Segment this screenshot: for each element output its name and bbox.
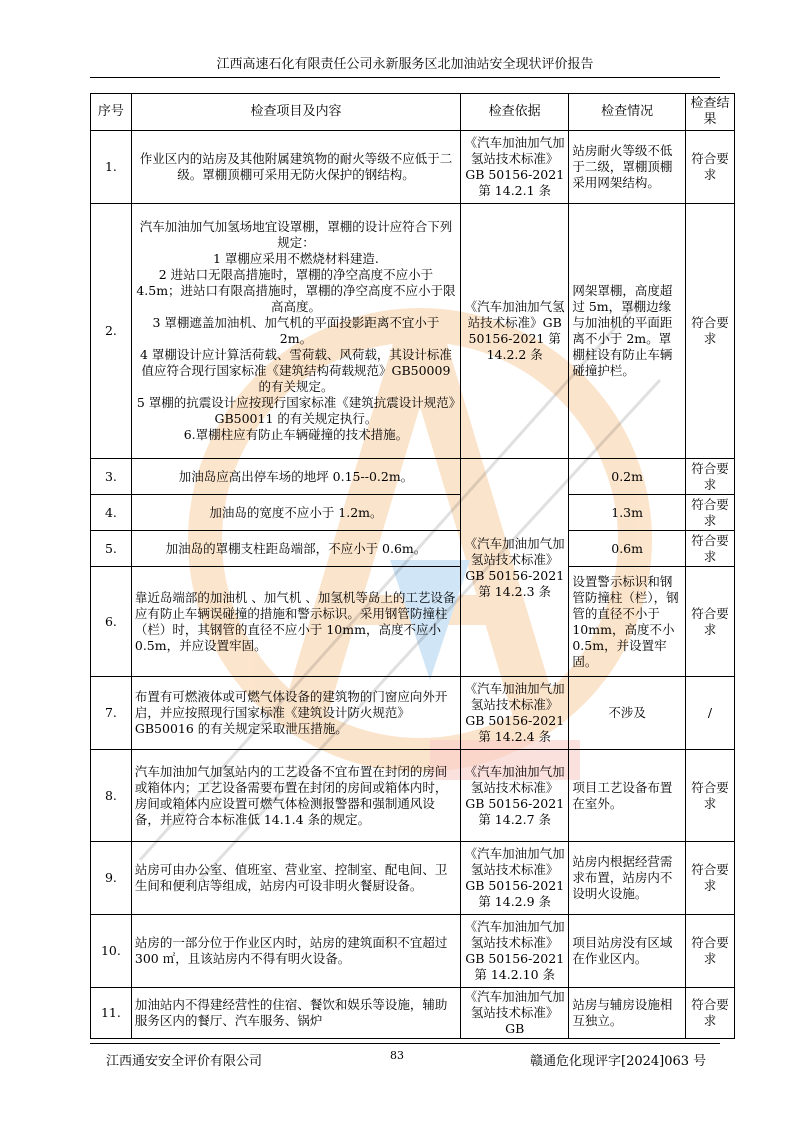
row-status: 网架罩棚，高度超过 5m，罩棚边缘与加油机的平面距离不小于 2m。罩棚柱设有防止车辆碰撞护栏。	[569, 204, 686, 459]
row-result: 符合要求	[685, 915, 734, 988]
row-item: 站房的一部分位于作业区内时，站房的建筑面积不宜超过 300 ㎡，且该站房内不得有明火设备。	[131, 915, 460, 988]
row-status: 站房内根据经营需求布置，站房内不设明火设施。	[569, 842, 686, 915]
row-result: /	[685, 677, 734, 750]
row-result: 符合要求	[685, 459, 734, 495]
row-result: 符合要求	[685, 567, 734, 677]
row-item: 布置有可燃液体或可燃气体设备的建筑物的门窗应向外开启，并应按照现行国家标准《建筑设计防火规范》GB50016 的有关规定采取泄压措施。	[131, 677, 460, 750]
row-basis-merged: 《汽车加油加气加氢站技术标准》GB 50156-2021 第 14.2.3 条	[461, 459, 569, 677]
table-row	[91, 988, 735, 1039]
row-status: 0.2m	[569, 459, 686, 495]
row-number: 10.	[91, 915, 132, 988]
row-item: 加油岛应高出停车场的地坪 0.15--0.2m。	[131, 459, 460, 495]
row-status: 0.6m	[569, 531, 686, 567]
inspection-table	[90, 93, 735, 1039]
row-number: 6.	[91, 567, 132, 677]
row-status: 站房耐火等级不低于二级，罩棚顶棚采用网架结构。	[569, 131, 686, 204]
header-basis: 检查依据	[461, 94, 569, 131]
row-number: 4.	[91, 495, 132, 531]
header-result: 检查结果	[685, 94, 734, 131]
row-status: 不涉及	[569, 677, 686, 750]
row-status: 项目工艺设备布置在室外。	[569, 750, 686, 842]
table-row	[91, 915, 735, 988]
row-basis: 《汽车加油加气加氢站技术标准》GB	[461, 988, 569, 1039]
table-row	[91, 677, 735, 750]
row-number: 8.	[91, 750, 132, 842]
row-status: 站房与辅房设施相互独立。	[569, 988, 686, 1039]
item-line: 1 罩棚应采用不燃烧材料建造.	[212, 251, 379, 266]
row-number: 5.	[91, 531, 132, 567]
footer-divider	[90, 1043, 720, 1044]
row-basis: 《汽车加油加气加氢站技术标准》GB 50156-2021 第 14.2.9 条	[461, 842, 569, 915]
row-result: 符合要求	[685, 131, 734, 204]
row-item: 汽车加油加气加氢站内的工艺设备不宜布置在封闭的房间或箱体内；工艺设备需要布置在封闭的房间或箱体内时，房间或箱体内应设置可燃气体检测报警器和强制通风设备，并应符合本标准低 14.1.4 条的规定。	[131, 750, 460, 842]
row-number: 3.	[91, 459, 132, 495]
table-row	[91, 842, 735, 915]
header-item: 检查项目及内容	[131, 94, 460, 131]
item-line: 5 罩棚的抗震设计应按现行国家标准《建筑抗震设计规范》GB50011 的有关规定执行。	[136, 395, 456, 426]
row-result: 符合要求	[685, 842, 734, 915]
row-item: 站房可由办公室、值班室、营业室、控制室、配电间、卫生间和便利店等组成，站房内可设非明火餐厨设备。	[131, 842, 460, 915]
row-number: 11.	[91, 988, 132, 1039]
table-row	[91, 531, 735, 567]
row-result: 符合要求	[685, 988, 734, 1039]
row-item: 靠近岛端部的加油机 、加气机 、加氢机等岛上的工艺设备应有防止车辆误碰撞的措施和警示标识。采用钢管防撞柱（栏）时，其钢管的直径不应小于 10mm，高度不应小 0.5m，并应设置牢固。	[131, 567, 460, 677]
row-result: 符合要求	[685, 204, 734, 459]
row-number: 7.	[91, 677, 132, 750]
page-header-title: 江西高速石化有限责任公司永新服务区北加油站安全现状评价报告	[216, 57, 594, 72]
item-line: 3 罩棚遮盖加油机、加气机的平面投影距离不宜小于 2m。	[152, 315, 440, 346]
page-number: 83	[390, 1049, 404, 1062]
footer-company: 江西通安安全评价有限公司	[106, 1054, 263, 1069]
row-basis: 《汽车加油加气加氢站技术标准》GB 50156-2021 第 14.2.10 条	[461, 915, 569, 988]
row-basis: 《汽车加油加气加氢站技术标准》GB 50156-2021 第 14.2.1 条	[461, 131, 569, 204]
row-status: 项目站房没有区域在作业区内。	[569, 915, 686, 988]
row-item: 加油站内不得建经营性的住宿、餐饮和娱乐等设施，辅助服务区内的餐厅、汽车服务、锅炉	[131, 988, 460, 1039]
row-basis: 《汽车加油加气加氢站技术标准》GB 50156-2021 第 14.2.7 条	[461, 750, 569, 842]
header-status: 检查情况	[569, 94, 686, 131]
table-row	[91, 750, 735, 842]
row-number: 1.	[91, 131, 132, 204]
table-row	[91, 567, 735, 677]
item-line: 6.罩棚柱应有防止车辆碰撞的技术措施。	[183, 427, 409, 442]
table-row	[91, 459, 735, 495]
table-row	[91, 204, 735, 459]
table-row	[91, 131, 735, 204]
row-basis: 《汽车加油加气加氢站技术标准》GB 50156-2021 第 14.2.4 条	[461, 677, 569, 750]
item-line: 2 进站口无限高措施时，罩棚的净空高度不应小于 4.5m；进站口有限高措施时，罩棚的净空高度不应小于限高高度。	[136, 267, 456, 314]
footer-report-number: 赣通危化现评字[2024]063 号	[530, 1054, 707, 1069]
row-result: 符合要求	[685, 750, 734, 842]
item-line: 汽车加油加气加氢场地宜设罩棚，罩棚的设计应符合下列规定：	[139, 219, 453, 250]
row-number: 2.	[91, 204, 132, 459]
row-status: 设置警示标识和钢管防撞柱（栏），钢管的直径不小于 10mm，高度不小 0.5m，并设置牢固。	[569, 567, 686, 677]
row-result: 符合要求	[685, 531, 734, 567]
table-row	[91, 495, 735, 531]
item-line: 4 罩棚设计应计算活荷载、雪荷载、风荷载，其设计标准值应符合现行国家标准《建筑结构荷载规范》GB50009 的有关规定。	[139, 347, 452, 394]
header-no: 序号	[91, 94, 132, 131]
row-item	[131, 204, 460, 459]
row-result: 符合要求	[685, 495, 734, 531]
row-item: 加油岛的罩棚支柱距岛端部，不应小于 0.6m。	[131, 531, 460, 567]
header-divider	[90, 77, 720, 78]
row-number: 9.	[91, 842, 132, 915]
row-item: 作业区内的站房及其他附属建筑物的耐火等级不应低于二级。罩棚顶棚可采用无防火保护的钢结构。	[131, 131, 460, 204]
row-basis: 《汽车加油加气氢站技术标准》GB 50156-2021 第 14.2.2 条	[461, 204, 569, 459]
row-status: 1.3m	[569, 495, 686, 531]
row-item: 加油岛的宽度不应小于 1.2m。	[131, 495, 460, 531]
